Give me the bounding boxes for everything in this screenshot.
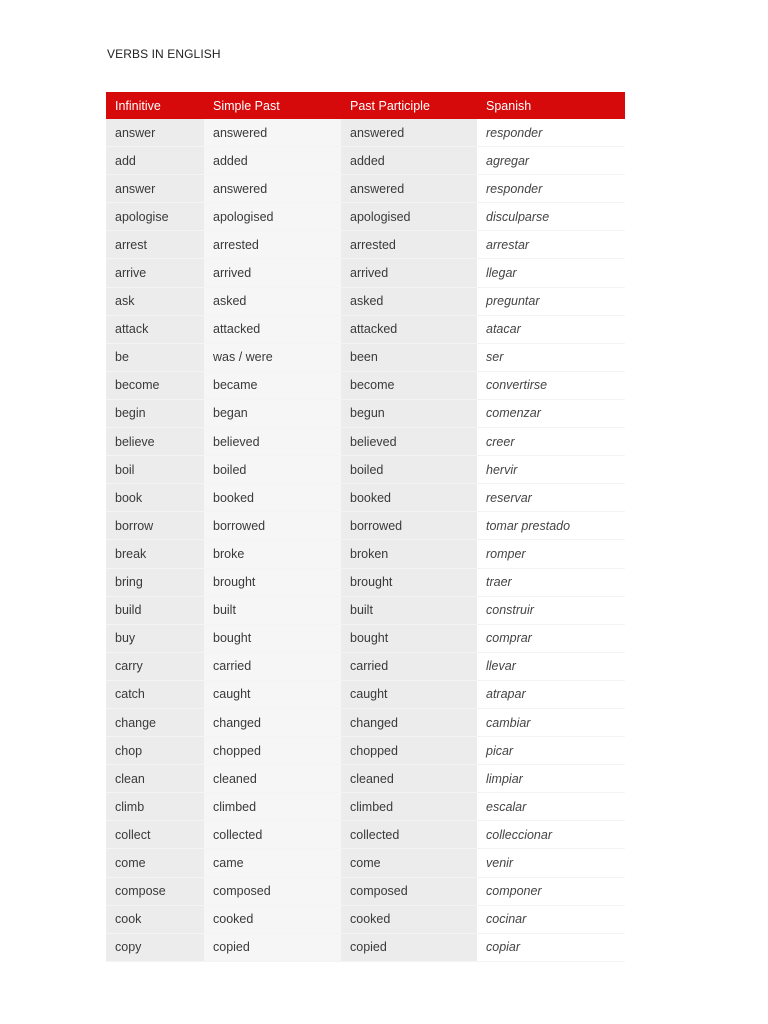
cell-past-participle: borrowed xyxy=(341,512,477,540)
verbs-table xyxy=(106,92,625,962)
cell-infinitive: collect xyxy=(106,821,204,849)
cell-spanish: comenzar xyxy=(477,399,625,427)
cell-past-participle: composed xyxy=(341,877,477,905)
cell-past-participle: cleaned xyxy=(341,765,477,793)
cell-spanish: cocinar xyxy=(477,905,625,933)
header-infinitive: Infinitive xyxy=(106,92,204,119)
cell-spanish: convertirse xyxy=(477,371,625,399)
cell-simple-past: boiled xyxy=(204,456,341,484)
cell-past-participle: become xyxy=(341,371,477,399)
cell-simple-past: changed xyxy=(204,708,341,736)
table-row xyxy=(106,231,625,259)
header-simple-past: Simple Past xyxy=(204,92,341,119)
cell-simple-past: arrived xyxy=(204,259,341,287)
cell-spanish: copiar xyxy=(477,933,625,961)
cell-infinitive: come xyxy=(106,849,204,877)
cell-spanish: componer xyxy=(477,877,625,905)
cell-past-participle: begun xyxy=(341,399,477,427)
cell-spanish: tomar prestado xyxy=(477,512,625,540)
cell-past-participle: cooked xyxy=(341,905,477,933)
cell-infinitive: arrive xyxy=(106,259,204,287)
table-row xyxy=(106,624,625,652)
cell-spanish: disculparse xyxy=(477,203,625,231)
table-row xyxy=(106,652,625,680)
cell-infinitive: cook xyxy=(106,905,204,933)
cell-simple-past: answered xyxy=(204,175,341,203)
table-row xyxy=(106,175,625,203)
cell-infinitive: chop xyxy=(106,737,204,765)
cell-infinitive: apologise xyxy=(106,203,204,231)
cell-spanish: traer xyxy=(477,568,625,596)
table-row xyxy=(106,821,625,849)
cell-spanish: comprar xyxy=(477,624,625,652)
cell-simple-past: began xyxy=(204,399,341,427)
cell-simple-past: copied xyxy=(204,933,341,961)
cell-past-participle: answered xyxy=(341,175,477,203)
cell-simple-past: arrested xyxy=(204,231,341,259)
table-row xyxy=(106,259,625,287)
cell-simple-past: came xyxy=(204,849,341,877)
table-row xyxy=(106,147,625,175)
verbs-table-body xyxy=(106,119,625,961)
cell-spanish: romper xyxy=(477,540,625,568)
table-row xyxy=(106,765,625,793)
cell-spanish: preguntar xyxy=(477,287,625,315)
cell-simple-past: composed xyxy=(204,877,341,905)
cell-simple-past: booked xyxy=(204,484,341,512)
table-row xyxy=(106,428,625,456)
table-row xyxy=(106,512,625,540)
cell-infinitive: climb xyxy=(106,793,204,821)
cell-infinitive: begin xyxy=(106,399,204,427)
cell-infinitive: build xyxy=(106,596,204,624)
table-row xyxy=(106,203,625,231)
cell-past-participle: brought xyxy=(341,568,477,596)
cell-infinitive: copy xyxy=(106,933,204,961)
cell-spanish: responder xyxy=(477,175,625,203)
cell-simple-past: believed xyxy=(204,428,341,456)
cell-infinitive: catch xyxy=(106,680,204,708)
cell-infinitive: break xyxy=(106,540,204,568)
table-row xyxy=(106,596,625,624)
cell-past-participle: believed xyxy=(341,428,477,456)
cell-spanish: hervir xyxy=(477,456,625,484)
cell-past-participle: come xyxy=(341,849,477,877)
cell-spanish: arrestar xyxy=(477,231,625,259)
cell-infinitive: add xyxy=(106,147,204,175)
cell-simple-past: added xyxy=(204,147,341,175)
cell-simple-past: apologised xyxy=(204,203,341,231)
table-row xyxy=(106,119,625,147)
cell-spanish: construir xyxy=(477,596,625,624)
cell-past-participle: broken xyxy=(341,540,477,568)
cell-spanish: creer xyxy=(477,428,625,456)
cell-simple-past: built xyxy=(204,596,341,624)
cell-spanish: limpiar xyxy=(477,765,625,793)
cell-infinitive: boil xyxy=(106,456,204,484)
cell-simple-past: was / were xyxy=(204,343,341,371)
cell-past-participle: changed xyxy=(341,708,477,736)
cell-spanish: cambiar xyxy=(477,708,625,736)
cell-infinitive: borrow xyxy=(106,512,204,540)
table-row xyxy=(106,540,625,568)
cell-infinitive: buy xyxy=(106,624,204,652)
cell-simple-past: chopped xyxy=(204,737,341,765)
cell-simple-past: caught xyxy=(204,680,341,708)
cell-spanish: picar xyxy=(477,737,625,765)
header-past-participle: Past Participle xyxy=(341,92,477,119)
table-row xyxy=(106,315,625,343)
table-row xyxy=(106,905,625,933)
cell-past-participle: climbed xyxy=(341,793,477,821)
cell-infinitive: become xyxy=(106,371,204,399)
cell-infinitive: be xyxy=(106,343,204,371)
cell-spanish: colleccionar xyxy=(477,821,625,849)
cell-past-participle: booked xyxy=(341,484,477,512)
cell-simple-past: bought xyxy=(204,624,341,652)
cell-spanish: llegar xyxy=(477,259,625,287)
table-row xyxy=(106,456,625,484)
cell-past-participle: answered xyxy=(341,119,477,147)
cell-past-participle: copied xyxy=(341,933,477,961)
cell-spanish: atrapar xyxy=(477,680,625,708)
table-row xyxy=(106,568,625,596)
cell-past-participle: attacked xyxy=(341,315,477,343)
cell-infinitive: clean xyxy=(106,765,204,793)
cell-past-participle: chopped xyxy=(341,737,477,765)
cell-spanish: agregar xyxy=(477,147,625,175)
cell-infinitive: attack xyxy=(106,315,204,343)
table-row xyxy=(106,287,625,315)
cell-past-participle: added xyxy=(341,147,477,175)
cell-past-participle: apologised xyxy=(341,203,477,231)
cell-simple-past: collected xyxy=(204,821,341,849)
cell-infinitive: bring xyxy=(106,568,204,596)
header-row xyxy=(106,92,625,119)
cell-past-participle: collected xyxy=(341,821,477,849)
cell-spanish: venir xyxy=(477,849,625,877)
cell-simple-past: cooked xyxy=(204,905,341,933)
cell-simple-past: broke xyxy=(204,540,341,568)
cell-past-participle: built xyxy=(341,596,477,624)
cell-spanish: llevar xyxy=(477,652,625,680)
cell-spanish: ser xyxy=(477,343,625,371)
cell-infinitive: carry xyxy=(106,652,204,680)
table-row xyxy=(106,371,625,399)
table-row xyxy=(106,933,625,961)
cell-spanish: escalar xyxy=(477,793,625,821)
cell-spanish: reservar xyxy=(477,484,625,512)
cell-infinitive: change xyxy=(106,708,204,736)
cell-simple-past: climbed xyxy=(204,793,341,821)
table-row xyxy=(106,737,625,765)
table-row xyxy=(106,399,625,427)
cell-infinitive: arrest xyxy=(106,231,204,259)
document-title: VERBS IN ENGLISH xyxy=(107,47,221,61)
cell-simple-past: became xyxy=(204,371,341,399)
cell-simple-past: borrowed xyxy=(204,512,341,540)
cell-simple-past: answered xyxy=(204,119,341,147)
cell-past-participle: arrested xyxy=(341,231,477,259)
table-row xyxy=(106,484,625,512)
table-row xyxy=(106,877,625,905)
cell-simple-past: attacked xyxy=(204,315,341,343)
table-row xyxy=(106,680,625,708)
cell-past-participle: asked xyxy=(341,287,477,315)
table-row xyxy=(106,793,625,821)
cell-past-participle: caught xyxy=(341,680,477,708)
cell-simple-past: cleaned xyxy=(204,765,341,793)
cell-spanish: responder xyxy=(477,119,625,147)
cell-infinitive: compose xyxy=(106,877,204,905)
table-row xyxy=(106,708,625,736)
cell-simple-past: asked xyxy=(204,287,341,315)
cell-past-participle: boiled xyxy=(341,456,477,484)
cell-past-participle: arrived xyxy=(341,259,477,287)
table-row xyxy=(106,849,625,877)
cell-simple-past: carried xyxy=(204,652,341,680)
verbs-table-header xyxy=(106,92,625,119)
table-row xyxy=(106,343,625,371)
cell-past-participle: been xyxy=(341,343,477,371)
cell-infinitive: ask xyxy=(106,287,204,315)
cell-spanish: atacar xyxy=(477,315,625,343)
cell-past-participle: carried xyxy=(341,652,477,680)
cell-simple-past: brought xyxy=(204,568,341,596)
cell-past-participle: bought xyxy=(341,624,477,652)
cell-infinitive: believe xyxy=(106,428,204,456)
cell-infinitive: answer xyxy=(106,175,204,203)
cell-infinitive: book xyxy=(106,484,204,512)
header-spanish: Spanish xyxy=(477,92,625,119)
cell-infinitive: answer xyxy=(106,119,204,147)
